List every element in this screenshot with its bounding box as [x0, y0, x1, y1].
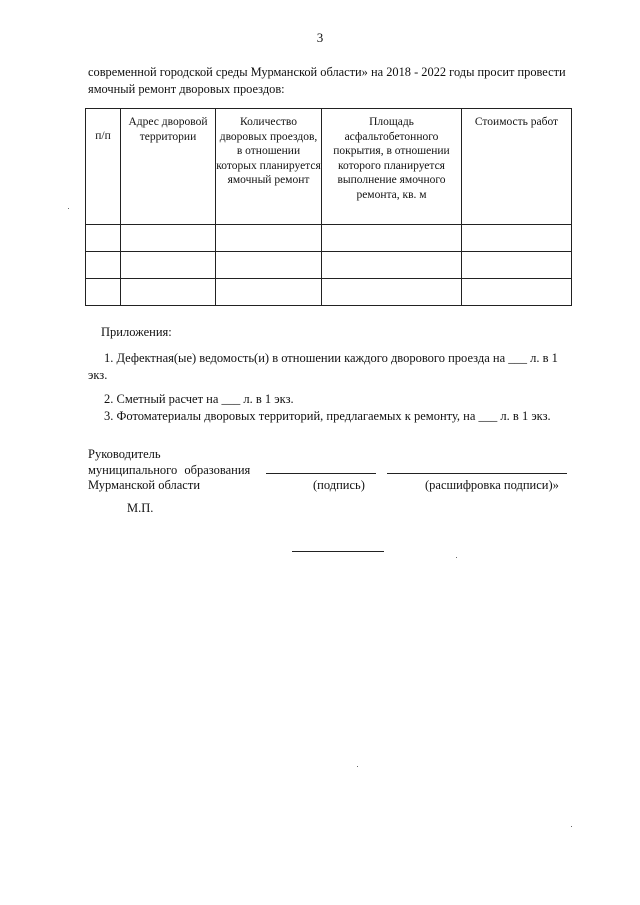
- scan-speck: [456, 557, 457, 558]
- table-row: [86, 225, 572, 252]
- header-passages-count: Количество дворовых проездов, в отношении которых планируется ямочный ремонт: [216, 109, 322, 225]
- appendix-item: 1. Дефектная(ые) ведомость(и) в отношении каждого дворового проезда на ___ л. в 1 экз.: [88, 351, 558, 382]
- table-header-row: [86, 109, 572, 225]
- decoding-caption: (расшифровка подписи)»: [425, 478, 559, 492]
- table-cell: [121, 279, 216, 306]
- scan-speck: [68, 208, 69, 209]
- table-cell: [462, 279, 572, 306]
- table-cell: [121, 225, 216, 252]
- appendices-title: Приложения:: [101, 325, 172, 339]
- table-row: [86, 252, 572, 279]
- intro-paragraph: современной городской среды Мурманской области» на 2018 - 2022 годы просит провести ямочный ремонт дворовых проездов:: [88, 65, 566, 96]
- table-row: [86, 279, 572, 306]
- page-number: 3: [316, 30, 324, 45]
- scan-speck: [571, 826, 572, 827]
- header-cost: Стоимость работ: [462, 109, 572, 225]
- signer-title-line3: Мурманской области: [88, 478, 201, 492]
- header-index: п/п: [86, 109, 121, 225]
- table-cell: [216, 225, 322, 252]
- appendix-item: 3. Фотоматериалы дворовых территорий, предлагаемых к ремонту, на ___ л. в 1 экз.: [104, 409, 551, 423]
- header-area: Площадь асфальтобетонного покрытия, в отношении которого планируется выполнение ямочного ремонта, кв. м: [322, 109, 462, 225]
- table-cell: [86, 225, 121, 252]
- signer-title-line2: муниципального образования: [88, 463, 251, 477]
- table-cell: [121, 252, 216, 279]
- table-cell: [86, 279, 121, 306]
- repair-table: [85, 108, 572, 306]
- table-cell: [462, 225, 572, 252]
- table-cell: [322, 279, 462, 306]
- end-divider: [292, 551, 384, 552]
- table-cell: [462, 252, 572, 279]
- stamp-label: М.П.: [127, 501, 154, 515]
- table-cell: [216, 279, 322, 306]
- header-address: Адрес дворовой территории: [121, 109, 216, 225]
- signature-line: [266, 473, 376, 474]
- signature-caption: (подпись): [313, 478, 365, 492]
- table-cell: [322, 252, 462, 279]
- table-cell: [86, 252, 121, 279]
- signer-title-line1: Руководитель: [88, 447, 161, 461]
- decoding-line: [387, 473, 567, 474]
- appendix-item: 2. Сметный расчет на ___ л. в 1 экз.: [104, 392, 294, 406]
- table-cell: [216, 252, 322, 279]
- scan-speck: [357, 766, 358, 767]
- table-cell: [322, 225, 462, 252]
